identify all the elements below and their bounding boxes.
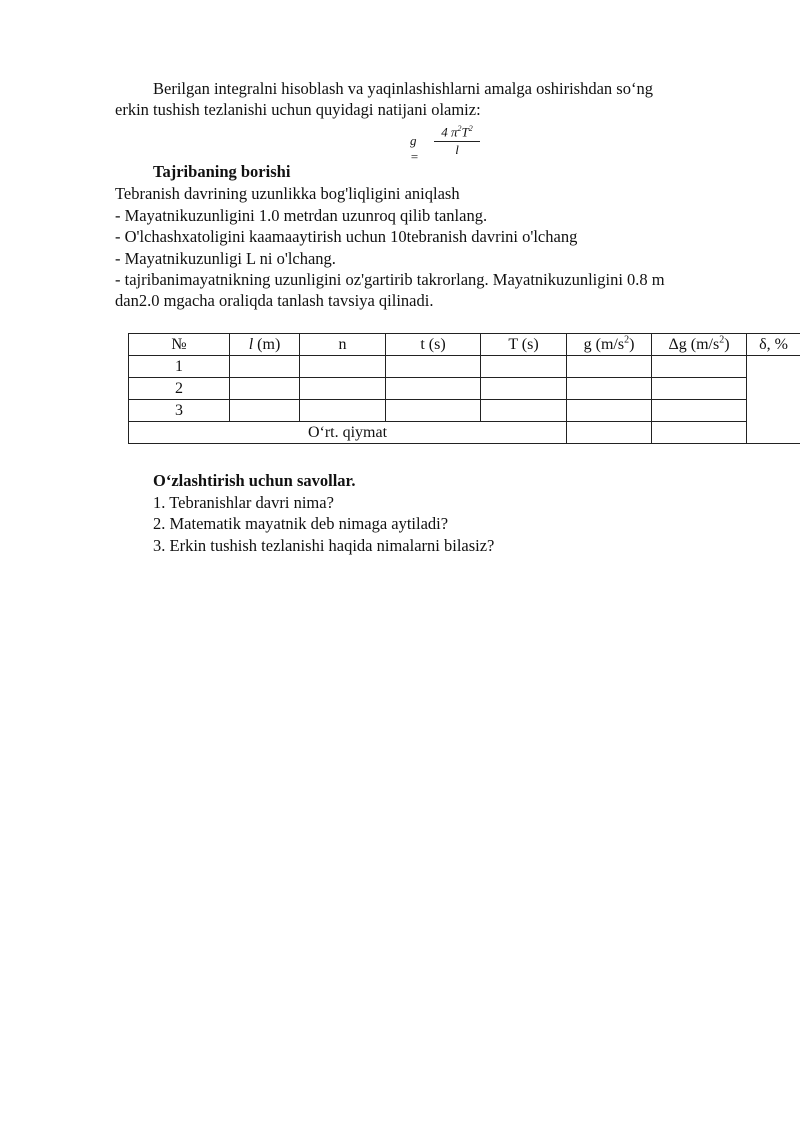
- header-delta-g: [652, 334, 747, 356]
- header-time: t (s): [386, 334, 481, 356]
- measurement-table: [128, 333, 800, 444]
- cell-length: [230, 378, 300, 400]
- header-g-pre: g (m/s: [583, 336, 625, 353]
- row-number: 2: [129, 378, 230, 400]
- cell-time: [386, 378, 481, 400]
- formula-numerator: [434, 121, 480, 140]
- procedure-step-4-line-2: dan2.0 mgacha oraliqda tanlash tavsiya qilinadi.: [115, 291, 434, 310]
- row-number: 1: [129, 356, 230, 378]
- formula-num-exp1: 2: [457, 124, 462, 133]
- average-label: O‘rt. qiymat: [129, 422, 567, 444]
- intro-line-1: Berilgan integralni hisoblash va yaqinlashishlarni amalga oshirishdan so‘ng: [153, 79, 653, 98]
- row-number: 3: [129, 400, 230, 422]
- cell-length: [230, 400, 300, 422]
- header-g: [567, 334, 652, 356]
- procedure-step-4-line-1: - tajribanimayatnikning uzunligini oz'gartirib takrorlang. Mayatnikuzunligini 0.8 m: [115, 270, 665, 289]
- procedure-step-1: - Mayatnikuzunligini 1.0 metrdan uzunroq qilib tanlang.: [115, 206, 488, 225]
- cell-delta-g: [652, 400, 747, 422]
- formula-num-var: T: [461, 124, 469, 140]
- cell-g: [567, 356, 652, 378]
- header-g-exp: 2: [624, 334, 630, 346]
- formula-denominator: l: [455, 142, 459, 158]
- table-average-row: [129, 422, 800, 444]
- header-length-unit: (m): [253, 336, 281, 353]
- average-delta-g: [652, 422, 747, 444]
- table-row: [129, 356, 800, 378]
- cell-n: [300, 356, 386, 378]
- procedure-subtitle: Tebranish davrining uzunlikka bog'liqligini aniqlash: [115, 184, 460, 203]
- formula-num-exp2: 2: [468, 124, 473, 133]
- cell-time: [386, 400, 481, 422]
- header-number: №: [129, 334, 230, 356]
- question-3: 3. Erkin tushish tezlanishi haqida nimalarni bilasiz?: [153, 536, 495, 555]
- cell-n: [300, 400, 386, 422]
- header-dg-post: ): [724, 336, 730, 353]
- cell-n: [300, 378, 386, 400]
- header-length-var: l: [248, 336, 254, 353]
- procedure-heading: Tajribaning borishi: [153, 162, 291, 181]
- header-relative-error: δ, %: [747, 334, 800, 356]
- formula-fraction: [434, 121, 480, 158]
- header-dg-exp: 2: [719, 334, 725, 346]
- cell-g: [567, 400, 652, 422]
- cell-length: [230, 356, 300, 378]
- table-header-row: [129, 334, 800, 356]
- cell-time: [386, 356, 481, 378]
- header-dg-pre: Δg (m/s: [668, 336, 720, 353]
- formula-lhs: g =: [410, 133, 419, 164]
- question-2: 2. Matematik mayatnik deb nimaga aytiladi?: [153, 514, 449, 533]
- table-row: [129, 378, 800, 400]
- procedure-step-2: - O'lchashxatoligini kaamaaytirish uchun 10tebranish davrini o'lchang: [115, 227, 578, 246]
- question-1: 1. Tebranishlar davri nima?: [153, 493, 334, 512]
- cell-delta-g: [652, 356, 747, 378]
- cell-delta-g: [652, 378, 747, 400]
- cell-period: [481, 356, 567, 378]
- header-period: T (s): [481, 334, 567, 356]
- cell-period: [481, 378, 567, 400]
- questions-heading: O‘zlashtirish uchun savollar.: [153, 471, 356, 490]
- cell-relative-error: [747, 356, 800, 444]
- cell-g: [567, 378, 652, 400]
- cell-period: [481, 400, 567, 422]
- table-row: [129, 400, 800, 422]
- header-length: [230, 334, 300, 356]
- header-n: n: [300, 334, 386, 356]
- procedure-step-3: - Mayatnikuzunligi L ni o'lchang.: [115, 249, 336, 268]
- formula-num-base: 4 π: [441, 124, 458, 140]
- average-g: [567, 422, 652, 444]
- header-g-post: ): [629, 336, 635, 353]
- intro-line-2: erkin tushish tezlanishi uchun quyidagi natijani olamiz:: [115, 100, 481, 119]
